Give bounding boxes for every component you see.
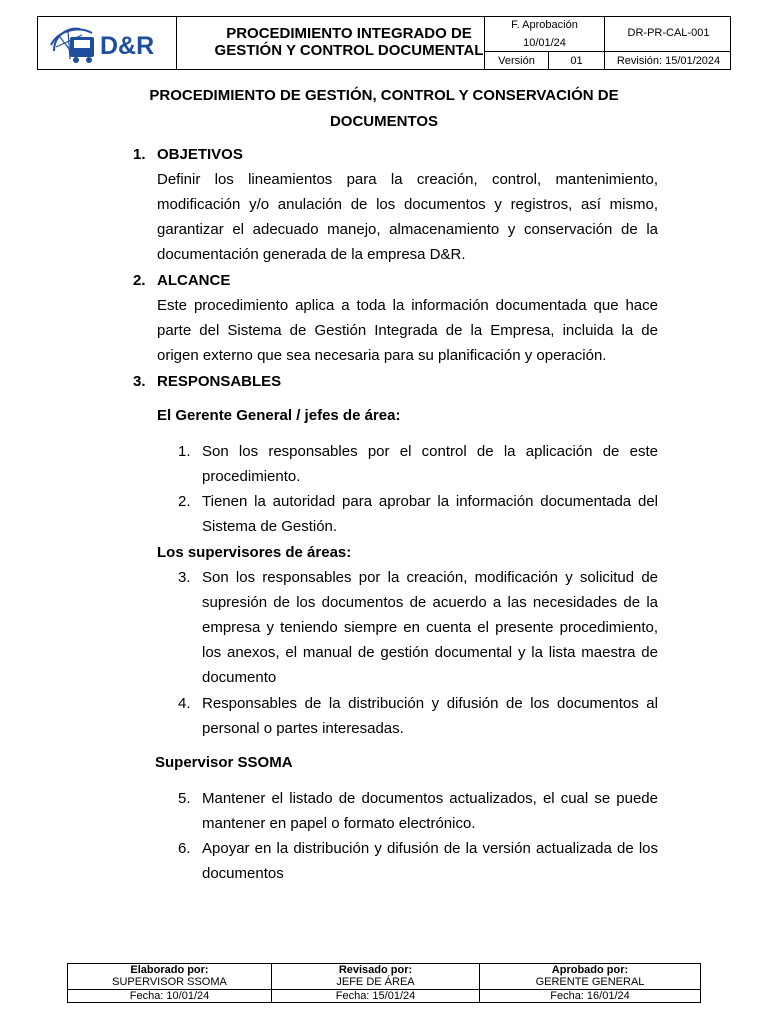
- footer-revisado-role: JEFE DE ÁREA: [336, 976, 415, 988]
- section-heading-alcance: ALCANCE: [157, 272, 231, 289]
- section-text-objetivos: Definir los lineamientos para la creación, control, mantenimiento, modificación y/o anulación de los documentos y registros, así mismo, garantizar el adecuado manejo, almacenamiento y conservación de la documentación generada de la empresa D&R.: [157, 171, 658, 263]
- list-item: Son los responsables por el control de la aplicación de este procedimiento.: [202, 443, 658, 485]
- list-item-number: 5.: [178, 790, 191, 807]
- section-number: 2.: [133, 272, 146, 289]
- footer-revisado-label: Revisado por:: [338, 964, 413, 976]
- revision-date: Revisión: 15/01/2024: [616, 55, 721, 67]
- group-title-gerente: El Gerente General / jefes de área:: [157, 407, 401, 424]
- footer-aprobado-label: Aprobado por:: [551, 964, 629, 976]
- list-item: Apoyar en la distribución y difusión de la versión actualizada de los documentos: [202, 840, 658, 882]
- list-item: Responsables de la distribución y difusión de los documentos al personal o partes interesadas.: [202, 695, 658, 737]
- footer-elaborado-role: SUPERVISOR SSOMA: [112, 976, 227, 988]
- list-item-number: 1.: [178, 443, 191, 460]
- section-heading-objetivos: OBJETIVOS: [157, 146, 243, 163]
- list-item-number: 6.: [178, 840, 191, 857]
- footer-elaborado-date: Fecha: 10/01/24: [129, 990, 210, 1002]
- list-item-number: 4.: [178, 695, 191, 712]
- section-heading-responsables: RESPONSABLES: [157, 373, 282, 390]
- company-logo: [48, 21, 174, 67]
- footer-aprobado-date: Fecha: 16/01/24: [550, 990, 630, 1002]
- approval-date: 10/01/24: [523, 37, 566, 49]
- list-item: Tienen la autoridad para aprobar la información documentada del Sistema de Gestión.: [202, 493, 658, 535]
- group-title-supervisores: Los supervisores de áreas:: [157, 544, 352, 561]
- document-title: PROCEDIMIENTO DE GESTIÓN, CONTROL Y CONSERVACIÓN DE DOCUMENTOS: [149, 87, 619, 130]
- footer-elaborado-label: Elaborado por:: [130, 964, 209, 976]
- list-item: Son los responsables por la creación, modificación y solicitud de supresión de los documentos de acuerdo a las necesidades de la empresa y teniendo siempre en cuenta el presente procedimiento, los anexos, el manual de gestión documental y la lista maestra de documento: [202, 569, 658, 686]
- document-header: [37, 16, 731, 70]
- logo-text: D&R: [100, 32, 155, 60]
- section-number: 3.: [133, 373, 146, 390]
- list-item-number: 2.: [178, 493, 191, 510]
- version-value: 01: [570, 55, 583, 67]
- version-label: Versión: [498, 55, 535, 67]
- document-code: DR-PR-CAL-001: [627, 27, 710, 39]
- list-item: Mantener el listado de documentos actualizados, el cual se puede mantener en papel o formato electrónico.: [202, 790, 658, 832]
- footer-aprobado-role: GERENTE GENERAL: [535, 976, 645, 988]
- approval-footer-table: [67, 963, 701, 1003]
- group-title-ssoma: Supervisor SSOMA: [155, 754, 293, 771]
- header-title: PROCEDIMIENTO INTEGRADO DE GESTIÓN Y CONTROL DOCUMENTAL: [214, 25, 484, 59]
- approval-label: F. Aprobación: [511, 19, 578, 31]
- section-number: 1.: [133, 146, 146, 163]
- footer-revisado-date: Fecha: 15/01/24: [335, 990, 416, 1002]
- section-text-alcance: Este procedimiento aplica a toda la información documentada que hace parte del Sistema de Gestión Integrada de la Empresa, incluida la de origen externo que sea necesaria para su planificación y operación.: [157, 297, 658, 364]
- list-item-number: 3.: [178, 569, 191, 586]
